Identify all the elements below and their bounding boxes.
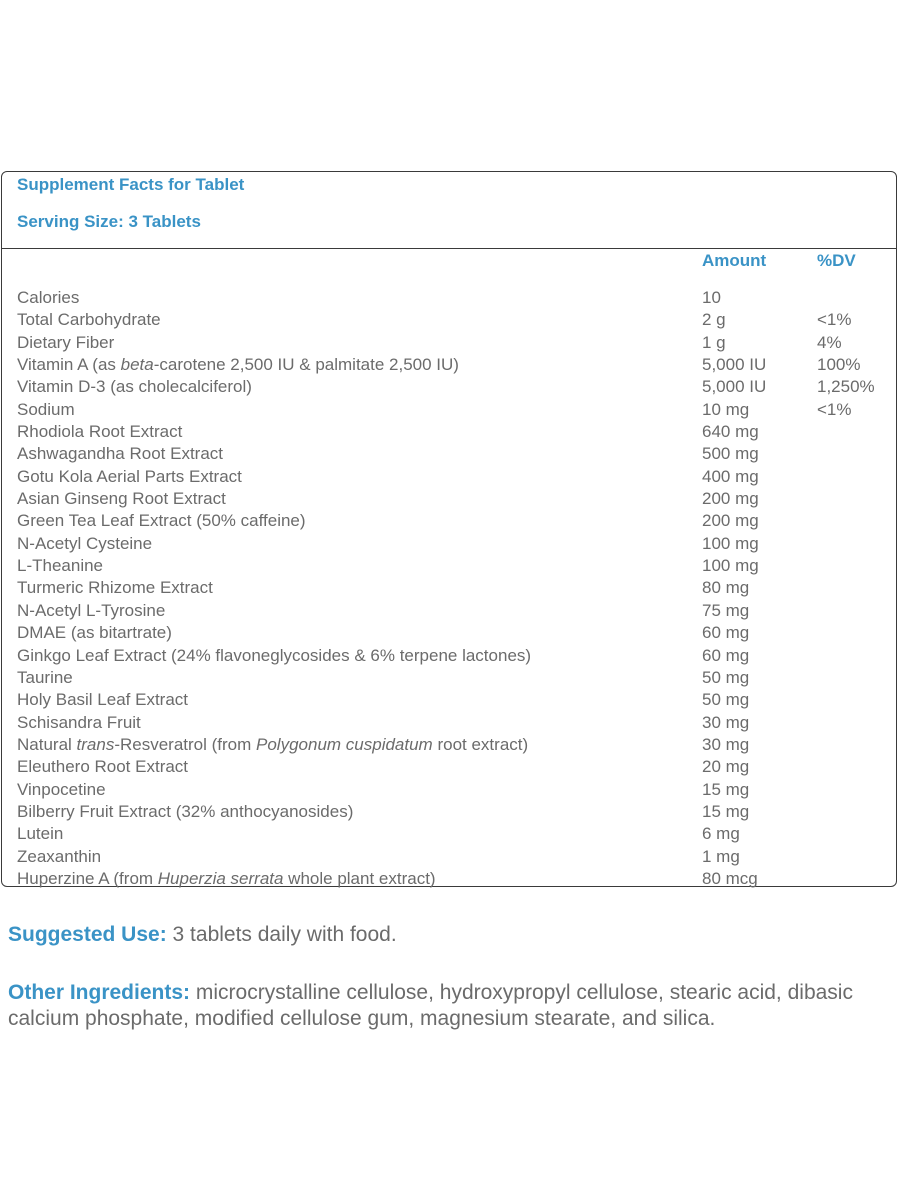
ingredient-list [17,287,887,890]
table-row [17,734,887,756]
serving-size: Serving Size: 3 Tablets [17,212,201,231]
ingredient-dv: <1% [817,310,852,330]
ingredient-amount: 2 g [702,310,726,330]
table-row [17,868,887,890]
ingredient-amount: 75 mg [702,600,750,620]
table-row [17,309,887,331]
table-row [17,555,887,577]
ingredient-name: Green Tea Leaf Extract (50% caffeine) [17,511,306,531]
table-row [17,689,887,711]
ingredient-name: Calories [17,288,80,307]
suggested-use-label: Suggested Use: [8,923,167,946]
ingredient-amount: 1 mg [702,846,740,866]
supplement-facts-panel [1,171,897,887]
ingredient-name-part: Vitamin A (as [17,355,121,375]
ingredient-amount: 15 mg [702,779,750,799]
ingredient-name-part: trans [76,734,115,754]
ingredient-name: Dietary Fiber [17,332,115,352]
ingredient-dv: <1% [817,399,852,419]
table-row [17,488,887,510]
ingredient-name-part: whole plant extract) [283,868,436,888]
table-row [17,399,887,421]
ingredient-amount: 20 mg [702,757,750,777]
suggested-use [8,922,397,948]
table-row [17,376,887,398]
ingredient-amount: 6 mg [702,824,740,844]
ingredient-name: DMAE (as bitartrate) [17,623,172,643]
ingredient-name: Taurine [17,667,73,687]
ingredient-name: Ginkgo Leaf Extract (24% flavoneglycosides & 6% terpene lactones) [17,645,532,665]
ingredient-name: Eleuthero Root Extract [17,757,189,777]
ingredient-name-part: Polygonum cuspidatum [256,734,433,754]
ingredient-amount: 100 mg [702,533,759,553]
ingredient-dv: 1,250% [817,377,875,397]
table-row [17,779,887,801]
ingredient-amount: 500 mg [702,444,759,464]
ingredient-name: Vitamin D-3 (as cholecalciferol) [17,377,252,397]
table-row [17,510,887,532]
ingredient-amount: 200 mg [702,489,759,509]
ingredient-amount: 15 mg [702,801,750,821]
ingredient-name [17,354,459,376]
ingredient-name: N-Acetyl L-Tyrosine [17,600,166,620]
ingredient-name-part: Natural [17,734,77,754]
ingredient-name: Asian Ginseng Root Extract [17,489,226,509]
ingredient-name-part: Huperzia serrata [157,868,284,888]
ingredient-amount: 100 mg [702,556,759,576]
table-row [17,712,887,734]
ingredient-name [17,868,436,890]
ingredient-amount: 5,000 IU [702,355,767,375]
ingredient-amount: 80 mcg [702,868,758,888]
ingredient-name-part: -Resveratrol (from [114,734,257,754]
ingredient-amount: 80 mg [702,578,750,598]
table-row [17,421,887,443]
table-row [17,622,887,644]
table-row [17,600,887,622]
ingredient-name: Sodium [17,399,75,419]
table-row [17,801,887,823]
amount-column-header: Amount [702,251,767,270]
table-row [17,332,887,354]
ingredient-amount: 5,000 IU [702,377,767,397]
table-row [17,354,887,376]
table-row [17,443,887,465]
ingredient-name-part: Huperzine A (from [17,868,158,888]
ingredient-name-part: -carotene 2,500 IU & palmitate 2,500 IU) [153,355,459,375]
ingredient-name: Rhodiola Root Extract [17,422,183,442]
table-row [17,533,887,555]
ingredient-name: Lutein [17,824,64,844]
table-row [17,287,887,309]
ingredient-amount: 1 g [702,332,726,352]
suggested-use-text: 3 tablets daily with food. [166,923,397,946]
table-row [17,577,887,599]
other-ingredients-text: microcrystalline cellulose, hydroxypropyl cellulose, stearic acid, dibasic calcium phosphate, modified cellulose gum, magnesium stearate, and silica. [8,981,853,1030]
panel-title: Supplement Facts for Tablet [17,175,245,194]
ingredient-amount: 30 mg [702,712,750,732]
ingredient-amount: 640 mg [702,422,759,442]
dv-column-header: %DV [817,251,856,270]
ingredient-amount: 60 mg [702,645,750,665]
ingredient-amount: 60 mg [702,623,750,643]
ingredient-name: Bilberry Fruit Extract (32% anthocyanosides) [17,801,354,821]
other-ingredients [8,980,868,1032]
other-ingredients-label: Other Ingredients: [8,981,191,1004]
table-row [17,645,887,667]
panel-header [2,172,896,249]
ingredient-name: Ashwagandha Root Extract [17,444,224,464]
ingredient-amount: 10 [702,288,721,307]
ingredient-name: N-Acetyl Cysteine [17,533,153,553]
ingredient-name: Turmeric Rhizome Extract [17,578,213,598]
table-row [17,823,887,845]
ingredient-amount: 400 mg [702,466,759,486]
ingredient-amount: 30 mg [702,734,750,754]
ingredient-dv: 4% [817,332,842,352]
ingredient-name: Schisandra Fruit [17,712,141,732]
ingredient-name [17,734,528,756]
ingredient-amount: 50 mg [702,690,750,710]
ingredient-name-part: beta [120,355,154,375]
ingredient-amount: 200 mg [702,511,759,531]
table-row [17,846,887,868]
ingredient-name: Vinpocetine [17,779,106,799]
ingredient-name: Gotu Kola Aerial Parts Extract [17,466,242,486]
ingredient-name: L-Theanine [17,556,104,576]
ingredient-name: Holy Basil Leaf Extract [17,690,189,710]
ingredient-name: Total Carbohydrate [17,310,161,330]
table-row [17,667,887,689]
ingredient-amount: 50 mg [702,667,750,687]
table-row [17,756,887,778]
table-row [17,466,887,488]
ingredient-name: Zeaxanthin [17,846,102,866]
ingredient-dv: 100% [817,355,861,375]
ingredient-name-part: root extract) [432,734,529,754]
ingredient-amount: 10 mg [702,399,750,419]
